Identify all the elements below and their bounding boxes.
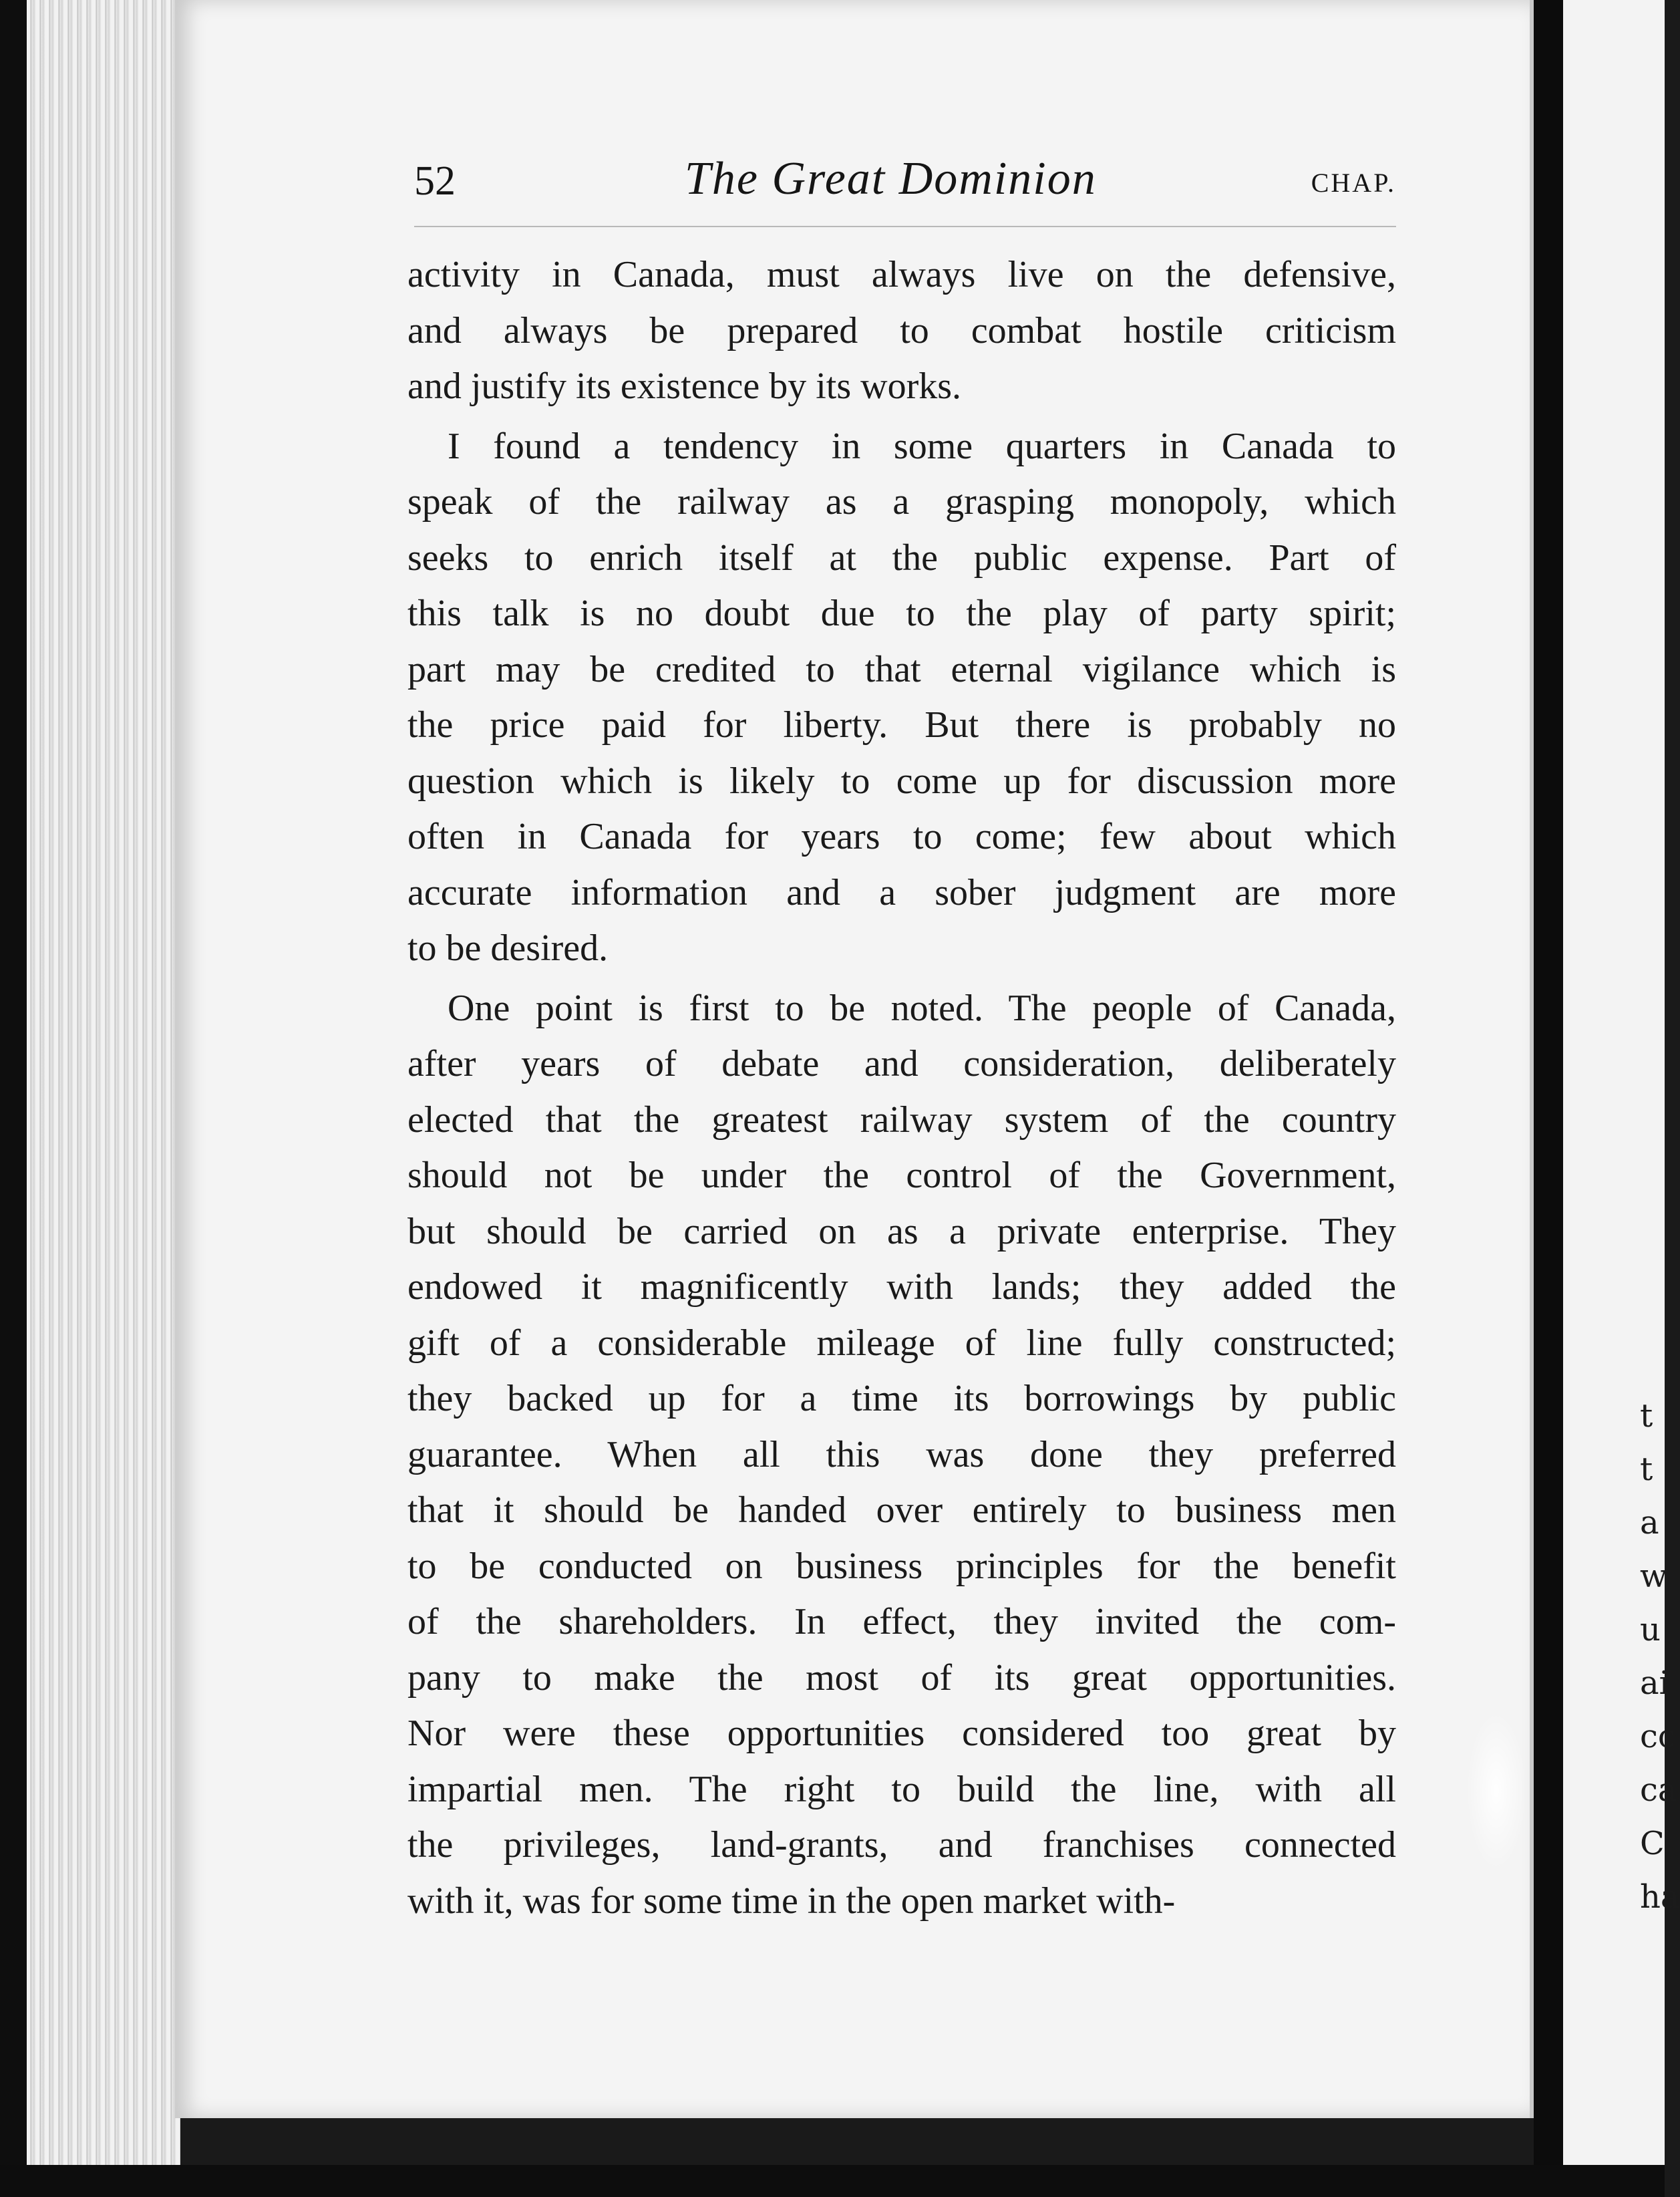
text-line: that it should be handed over entirely to business men [407,1489,1396,1531]
scan-bottom-edge [0,2165,1665,2197]
facing-page-line: u [1640,1611,1661,1648]
text-line: speak of the railway as a grasping monopoly, which [407,481,1396,523]
text-line: and justify its existence by its works. [407,365,962,407]
text-line: of the shareholders. In effect, they invited the com- [407,1601,1396,1642]
chapter-label: CHAP. [1311,168,1396,198]
page-edges [27,0,180,2197]
text-line: often in Canada for years to come; few about which [407,816,1396,857]
text-line: impartial men. The right to build the line, with all [407,1768,1396,1810]
facing-page-line: ca [1640,1771,1677,1809]
text-line: with it, was for some time in the open market with- [407,1880,1176,1922]
text-line: should not be under the control of the Government, [407,1155,1396,1196]
text-line: Nor were these opportunities considered too great by [407,1713,1396,1754]
text-line: question which is likely to come up for discussion more [407,760,1396,802]
text-line: gift of a considerable mileage of line fully constructed; [407,1322,1396,1364]
text-line: accurate information and a sober judgment are more [407,871,1396,913]
facing-page-line: a [1640,1504,1659,1542]
text-line: I found a tendency in some quarters in Canada to [448,425,1396,467]
book-spine-shadow [0,0,27,2197]
text-line: the privileges, land-grants, and franchises connected [407,1824,1396,1866]
text-line: elected that the greatest railway system of the country [407,1098,1396,1141]
text-line: One point is first to be noted. The people of Canada, [448,987,1396,1029]
text-line: endowed it magnificently with lands; they added the [407,1266,1396,1308]
facing-page-line: ha [1640,1878,1680,1916]
paragraph [407,247,1396,415]
text-line: seeks to enrich itself at the public expense. Part of [407,537,1396,579]
facing-page-line: t [1640,1397,1653,1435]
text-line: and always be prepared to combat hostile criticism [407,309,1396,351]
facing-page-line: cc [1640,1718,1676,1755]
facing-page-line: t [1640,1451,1653,1488]
facing-page-line: C [1640,1825,1665,1862]
text-line: this talk is no doubt due to the play of party spirit; [407,593,1396,634]
text-line: activity in Canada, must always live on the defensive, [407,254,1396,295]
text-line: guarantee. When all this was done they preferred [407,1433,1396,1475]
running-head [414,152,1396,206]
facing-page-line: w [1640,1558,1668,1595]
text-line: part may be credited to that eternal vigilance which is [407,648,1396,690]
paragraph [407,419,1396,977]
text-line: pany to make the most of its great opportunities. [407,1656,1396,1699]
text-line: after years of debate and consideration, deliberately [407,1043,1396,1084]
book-title: The Great Dominion [685,153,1097,204]
header-rule [414,226,1396,227]
text-line: they backed up for a time its borrowings by public [407,1378,1396,1419]
text-line: the price paid for liberty. But there is probably no [407,704,1396,746]
facing-page-line: ai [1640,1664,1669,1702]
text-line: to be desired. [407,927,609,969]
page-blemish [1466,1711,1526,1871]
body-text [407,247,1396,1929]
book-gutter [1534,0,1563,2197]
page-number: 52 [414,158,456,204]
text-line: but should be carried on as a private enterprise. They [407,1210,1396,1252]
text-line: to be conducted on business principles for the benefit [407,1545,1396,1587]
paragraph [407,981,1396,1930]
